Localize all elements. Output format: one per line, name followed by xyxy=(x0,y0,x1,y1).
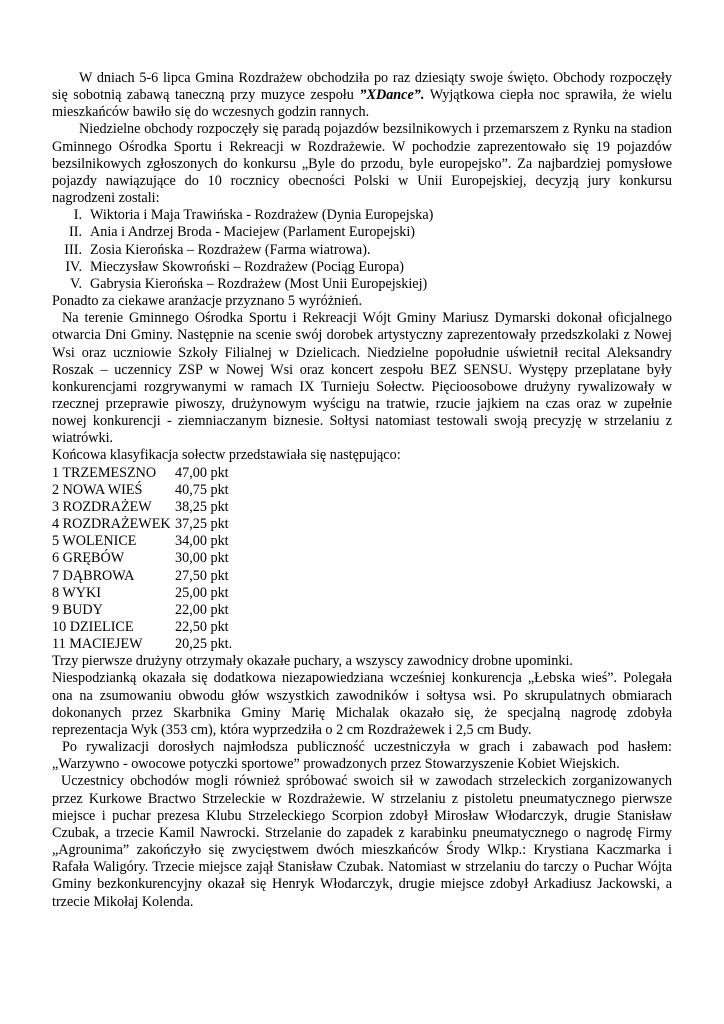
village-points: 38,25 pkt xyxy=(175,498,229,515)
band-name: ”XDance”. xyxy=(359,87,425,104)
table-row xyxy=(52,602,232,619)
intro-paragraph xyxy=(52,70,672,121)
village-name: 2 NOWA WIEŚ xyxy=(52,481,143,498)
village-points: 47,00 pkt xyxy=(175,464,229,481)
village-name: 1 TRZEMESZNO xyxy=(52,464,157,481)
article-body xyxy=(52,70,672,911)
winner-item xyxy=(52,276,672,293)
village-points: 37,25 pkt xyxy=(175,516,229,533)
winner-item xyxy=(52,242,672,259)
audience-paragraph: Po rywalizacji dorosłych najmłodsza publiczność uczestniczyła w grach i zabawach pod hasłem: „Warzywno - owocowe potyczki sportowe” prowadzonych przez Stowarzyszenie Kobiet Wiejskich. xyxy=(52,739,672,773)
village-name: 10 DZIELICE xyxy=(52,619,134,635)
winner-number: I. xyxy=(73,207,82,224)
village-name: 11 MACIEJEW xyxy=(52,636,143,653)
table-row xyxy=(52,482,232,499)
village-points: 34,00 pkt xyxy=(175,533,229,550)
table-row xyxy=(52,533,232,550)
winner-number: IV. xyxy=(65,258,82,275)
winner-number: II. xyxy=(69,224,82,241)
winner-text: Mieczysław Skowroński – Rozdrażew (Pociąg Europa) xyxy=(90,258,405,275)
ranking-intro: Końcowa klasyfikacja sołectw przedstawiała się następująco: xyxy=(52,447,401,464)
winner-text: Wiktoria i Maja Trawińska - Rozdrażew (Dynia Europejska) xyxy=(90,207,434,224)
village-name: 9 BUDY xyxy=(52,601,103,618)
winner-text: Ania i Andrzej Broda - Maciejew (Parlament Europejski) xyxy=(90,224,416,241)
table-row xyxy=(52,499,232,516)
cups-line: Trzy pierwsze drużyny otrzymały okazałe puchary, a wszyscy zawodnicy drobne upominki. xyxy=(52,653,573,670)
table-row xyxy=(52,568,232,585)
winner-item xyxy=(52,224,672,241)
shooting-paragraph: Uczestnicy obchodów mogli również spróbować swoich sił w zawodach strzeleckich zorganizowanych przez Kurkowe Bractwo Strzeleckie w Rozdrażewie. W strzelaniu z pistoletu pneumatycznego pierwsze miejsce i puchar prezesa Klubu Strzeleckiego Scorpion zdobył Mirosław Włodarczyk, drugie Stanisław Czubak, a trzecie Kamil Nawrocki. Strzelanie do zapadek z karabinku pneumatycznego o nagrodę Firmy „Agrounima” zakończyło się zwycięstwem dwóch mieszkańców Środy Wlkp.: Krystiana Kaczmarka i Rafała Waligóry. Trzecie miejsce zajął Stanisław Czubak. Natomiast w strzelaniu do tarczy o Puchar Wójta Gminy bezkonkurencyjny okazał się Henryk Włodarczyk, drugie miejsce zdobył Arkadiusz Jackowski, a trzecie Mikołaj Kolenda. xyxy=(52,773,672,910)
intro-text: W dniach 5-6 lipca Gmina Rozdrażew obchodziła po raz dziesiąty swoje święto. Obchody rozpoczęły się sobotnią zabawą taneczną przy muzyce zespołu xyxy=(52,70,672,104)
winner-item xyxy=(52,207,672,224)
table-row xyxy=(52,550,232,567)
ranking-table xyxy=(52,465,232,654)
table-row xyxy=(52,619,232,636)
lebska-paragraph: Niespodzianką okazała się dodatkowa niezapowiedziana wcześniej konkurencja „Łebska wieś”. Polegała ona na zsumowaniu obwodu głów wszystkich zawodników i sołtysa wsi. Po skrupulatnych obmiarach dokonanych przez Skarbnika Gminy Marię Michalak okazało się, że specjalną nagrodę zdobyła reprezentacja Wyk (353 cm), która wyprzedziła o 2 cm Rozdrażewek i 2,5 cm Budy. xyxy=(52,670,672,738)
winner-text: Zosia Kierońska – Rozdrażew (Farma wiatrowa). xyxy=(90,241,371,258)
intro-text-end: Wyjątkowa ciepła noc sprawiła, że wielu mieszkańców bawiło się do wczesnych godzin rannych. xyxy=(52,87,672,121)
village-name: 5 WOLENICE xyxy=(52,533,137,550)
table-row xyxy=(52,516,232,533)
winner-item xyxy=(52,259,672,276)
village-name: 7 DĄBROWA xyxy=(52,567,135,584)
village-points: 27,50 pkt xyxy=(175,567,229,584)
distinctions-line: Ponadto za ciekawe aranżacje przyznano 5 wyróżnień. xyxy=(52,293,362,310)
opening-paragraph: Na terenie Gminnego Ośrodka Sportu i Rekreacji Wójt Gminy Mariusz Dymarski dokonał oficjalnego otwarcia Dni Gminy. Następnie na scenie swój dorobek artystyczny zaprezentowały przedszkolaki z Nowej Wsi oraz uczniowie Szkoły Filialnej w Dzielicach. Niedzielne popołudnie uświetnił recital Aleksandry Roszak – uczennicy ZSP w Nowej Wsi oraz koncert zespołu BEZ SENSU. Występy przeplatane były konkurencjami rozgrywanymi w ramach IX Turnieju Sołectw. Pięcioosobowe drużyny rywalizowały w rzecznej przeprawie piwoszy, drużynowym wyścigu na tratwie, rzucie jajkiem na czas oraz w zupełnie nowej konkurencji - ziemniaczanym biznesie. Sołtysi natomiast testowali swoją precyzję w strzelaniu z wiatrówki. xyxy=(52,310,672,447)
winners-list xyxy=(52,207,672,293)
village-points: 20,25 pkt. xyxy=(175,636,233,653)
village-points: 40,75 pkt xyxy=(175,481,229,498)
winner-number: V. xyxy=(70,275,82,292)
village-points: 22,00 pkt xyxy=(175,601,229,618)
village-points: 30,00 pkt xyxy=(175,550,229,567)
village-name: 6 GRĘBÓW xyxy=(52,550,125,567)
winner-number: III. xyxy=(64,241,82,258)
village-name: 4 ROZDRAŻEWEK xyxy=(52,516,171,533)
winner-text: Gabrysia Kierońska – Rozdrażew (Most Unii Europejskiej) xyxy=(90,275,428,292)
village-name: 8 WYKI xyxy=(52,584,101,601)
table-row xyxy=(52,636,232,653)
table-row xyxy=(52,585,232,602)
village-points: 22,50 pkt xyxy=(175,619,229,635)
parade-paragraph: Niedzielne obchody rozpoczęły się paradą pojazdów bezsilnikowych i przemarszem z Rynku na stadion Gminnego Ośrodka Sportu i Rekreacji w Rozdrażewie. W pochodzie zaprezentowało się 19 pojazdów bezsilnikowych zgłoszonych do konkursu „Byle do przodu, byle europejsko”. Za najbardziej pomysłowe pojazdy nawiązujące do 10 rocznicy obecności Polski w Unii Europejskiej, decyzją jury konkursu nagrodzeni zostali: xyxy=(52,121,672,207)
village-points: 25,00 pkt xyxy=(175,584,229,601)
village-name: 3 ROZDRAŻEW xyxy=(52,498,152,515)
table-row xyxy=(52,465,232,482)
